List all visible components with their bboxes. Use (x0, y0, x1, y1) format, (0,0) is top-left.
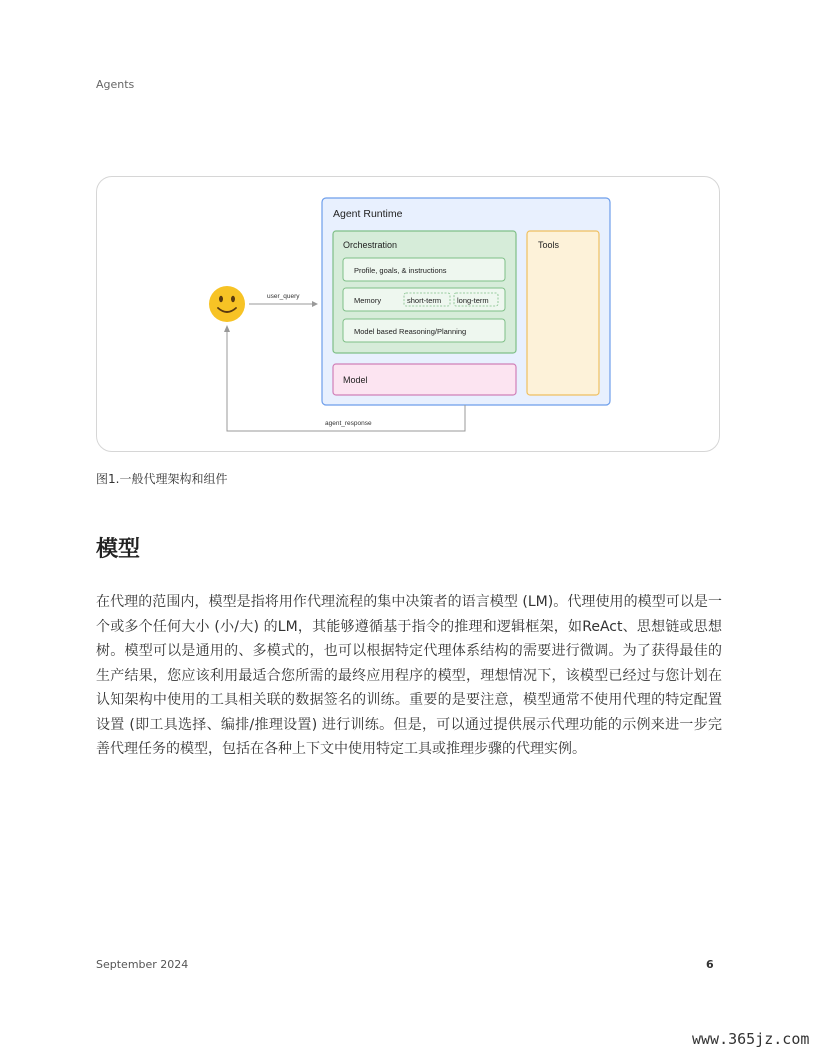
memory-label: Memory (354, 296, 382, 305)
short-term-label: short-term (407, 296, 442, 305)
figure-caption: 图1.一般代理架构和组件 (96, 472, 228, 486)
user-query-label: user_query (267, 293, 300, 300)
agent-runtime-title: Agent Runtime (333, 208, 403, 220)
agent-architecture-diagram (97, 177, 719, 451)
page-number: 6 (706, 958, 714, 971)
agent-response-label: agent_response (325, 420, 372, 427)
reasoning-label: Model based Reasoning/Planning (354, 327, 467, 336)
footer-date: September 2024 (96, 958, 189, 971)
tools-label: Tools (538, 240, 560, 250)
section-title: 模型 (96, 537, 141, 562)
tools-box (527, 231, 599, 395)
running-header: Agents (96, 78, 135, 91)
agent-response-arrowhead (224, 325, 230, 332)
long-term-label: long-term (457, 296, 489, 305)
model-label: Model (343, 375, 368, 385)
orchestration-title: Orchestration (343, 240, 398, 250)
figure-frame (96, 176, 720, 452)
watermark: www.365jz.com (692, 1030, 810, 1048)
body-paragraph: 在代理的范围内，模型是指将用作代理流程的集中决策者的语言模型 (LM)。代理使用的模型可以是一个或多个任何大小 (小/大) 的LM，其能够遵循基于指令的推理和逻辑框架，如ReAct、思想链或思想树。模型可以是通用的、多模式的，也可以根据特定代理体系结构的需要进行微调。为了获得最佳的生产结果，您应该利用最适合您所需的最终应用程序的模型，理想情况下，该模型已经过与您计划在认知架构中使用的工具相关联的数据签名的训练。重要的是要注意，模型通常不使用代理的特定配置设置 (即工具选择、编排/推理设置) 进行训练。但是，可以通过提供展示代理功能的示例来进一步完善代理任务的模型，包括在各种上下文中使用特定工具或推理步骤的代理实例。 (96, 594, 722, 757)
user-emoji-icon (209, 286, 245, 322)
profile-label: Profile, goals, & instructions (354, 266, 447, 275)
user-query-arrowhead (312, 301, 318, 307)
